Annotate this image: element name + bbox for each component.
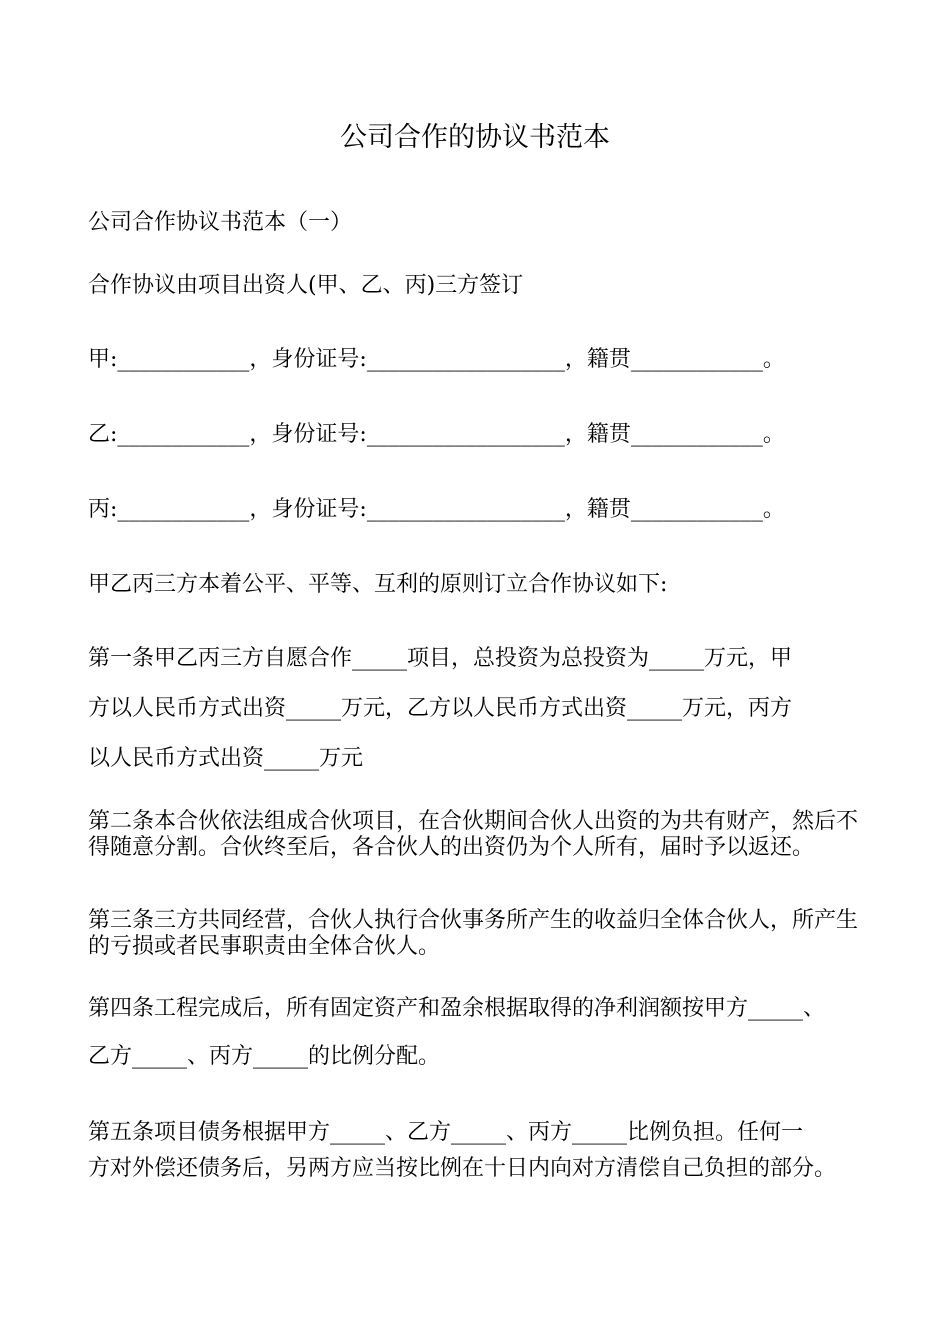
article5-line1: 第五条项目债务根据甲方_____、乙方_____、丙方_____比例负担。任何一 [88,1120,804,1145]
article3-paragraph: 第三条三方共同经营，合伙人执行合伙事务所产生的收益归全体合伙人，所产生的亏损或者民事职责由全体合伙人。 [88,908,859,959]
article1-line1: 第一条甲乙丙三方自愿合作_____项目，总投资为总投资为_____万元，甲 [88,646,793,671]
article1-line3: 以人民币方式出资_____万元 [88,746,364,771]
article1-line2: 方以人民币方式出资_____万元，乙方以人民币方式出资_____万元，丙方 [88,696,793,721]
principle-line: 甲乙丙三方本着公平、平等、互利的原则订立合作协议如下: [88,572,668,597]
party-bing-line: 丙:____________，身份证号:__________________，籍贯____________。 [88,497,785,522]
party-jia-line: 甲:____________，身份证号:__________________，籍贯____________。 [88,347,785,372]
document-title: 公司合作的协议书范本 [340,122,610,153]
subtitle: 公司合作协议书范本（一） [88,210,353,235]
article5-rest: 方对外偿还债务后，另两方应当按比例在十日内向对方清偿自己负担的部分。 [88,1156,837,1181]
intro-line: 合作协议由项目出资人(甲、乙、丙)三方签订 [88,273,524,298]
article4-line2: 乙方_____、丙方_____的比例分配。 [88,1044,441,1069]
article4-line1: 第四条工程完成后，所有固定资产和盈余根据取得的净利润额按甲方_____、 [88,996,826,1021]
article2-paragraph: 第二条本合伙依法组成合伙项目，在合伙期间合伙人出资的为共有财产，然后不得随意分割。合伙终至后，各合伙人的出资仍为个人所有，届时予以返还。 [88,809,859,860]
party-yi-line: 乙:____________，身份证号:__________________，籍贯____________。 [88,422,785,447]
